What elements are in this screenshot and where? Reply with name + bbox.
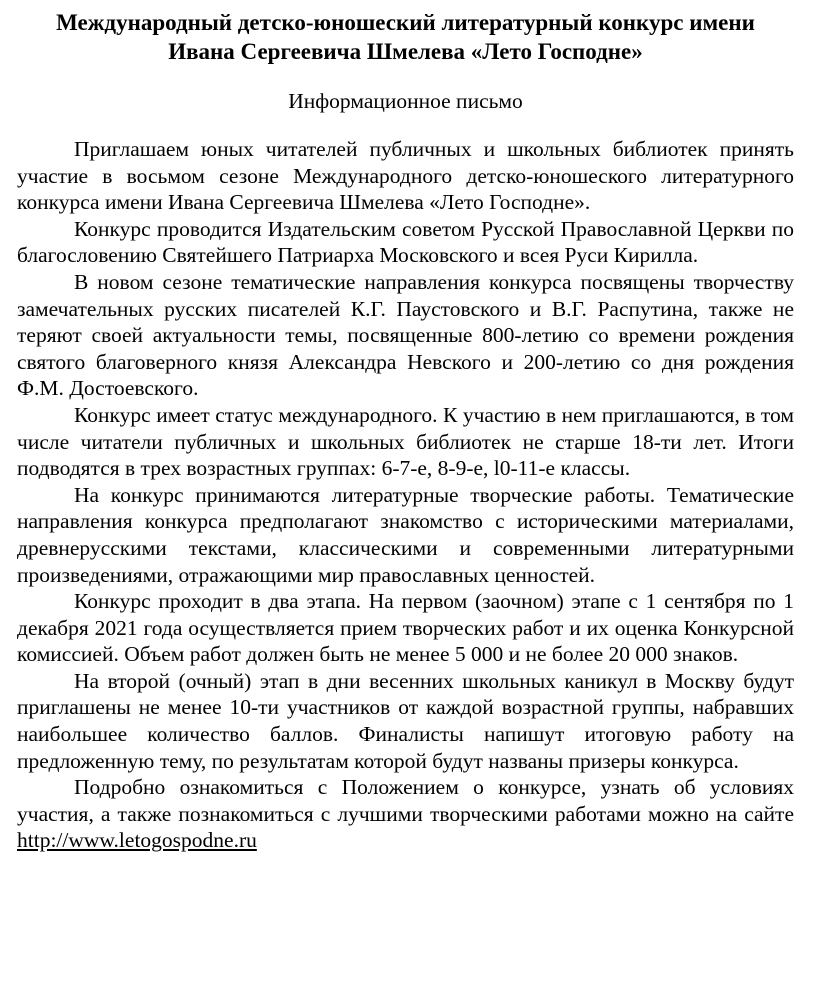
website-link[interactable]: http://www.letogospodne.ru	[17, 828, 257, 853]
paragraph-themes: В новом сезоне тематические направления конкурса посвящены творчеству замечательных русских писателей К.Г. Паустовского и В.Г. Распутина, также не теряют своей актуальности темы, посвященные 800-летию со времени рождения святого благоверного князя Александра Невского и 200-летию со дня рождения Ф.М. Достоевского.	[17, 269, 794, 401]
paragraph-status: Конкурс имеет статус международного. К участию в нем приглашаются, в том числе читатели публичных и школьных библиотек не старше 18-ти лет. Итоги подводятся в трех возрастных группах: 6-7-е, 8-9-е, l0-11-е классы.	[17, 402, 794, 481]
details-text: Подробно ознакомиться с Положением о конкурсе, узнать об условиях участия, а также познакомиться с лучшими творческими работами можно на сайте	[17, 775, 794, 826]
paragraph-details	[17, 774, 794, 854]
title-line-1: Международный детско-юношеский литературный конкурс имени	[56, 10, 755, 35]
paragraph-invitation: Приглашаем юных читателей публичных и школьных библиотек принять участие в восьмом сезоне Международного детско-юношеского литературного конкурса имени Ивана Сергеевича Шмелева «Лето Господне».	[17, 137, 794, 215]
paragraph-finals: На второй (очный) этап в дни весенних школьных каникул в Москву будут приглашены не менее 10-ти участников от каждой возрастной группы, набравших наибольшее количество баллов. Финалисты напишут итоговую работу на предложенную тему, по результатам которой будут названы призеры конкурса.	[17, 668, 794, 773]
paragraph-works: На конкурс принимаются литературные творческие работы. Тематические направления конкурса предполагают знакомство с историческими материалами, древнерусскими текстами, классическими и современными литературными произведениями, отражающими мир православных ценностей.	[17, 482, 794, 587]
paragraph-organizer: Конкурс проводится Издательским советом Русской Православной Церкви по благословению Святейшего Патриарха Московского и всея Руси Кирилла.	[17, 216, 794, 268]
document-body	[17, 136, 794, 854]
title-line-2: Ивана Сергеевича Шмелева «Лето Господне»	[168, 39, 643, 64]
document-subtitle: Информационное письмо	[288, 89, 523, 113]
paragraph-stages: Конкурс проходит в два этапа. На первом (заочном) этапе с 1 сентября по 1 декабря 2021 года осуществляется прием творческих работ и их оценка Конкурсной комиссией. Объем работ должен быть не менее 5 000 и не более 20 000 знаков.	[17, 589, 794, 667]
document-title	[17, 8, 794, 66]
